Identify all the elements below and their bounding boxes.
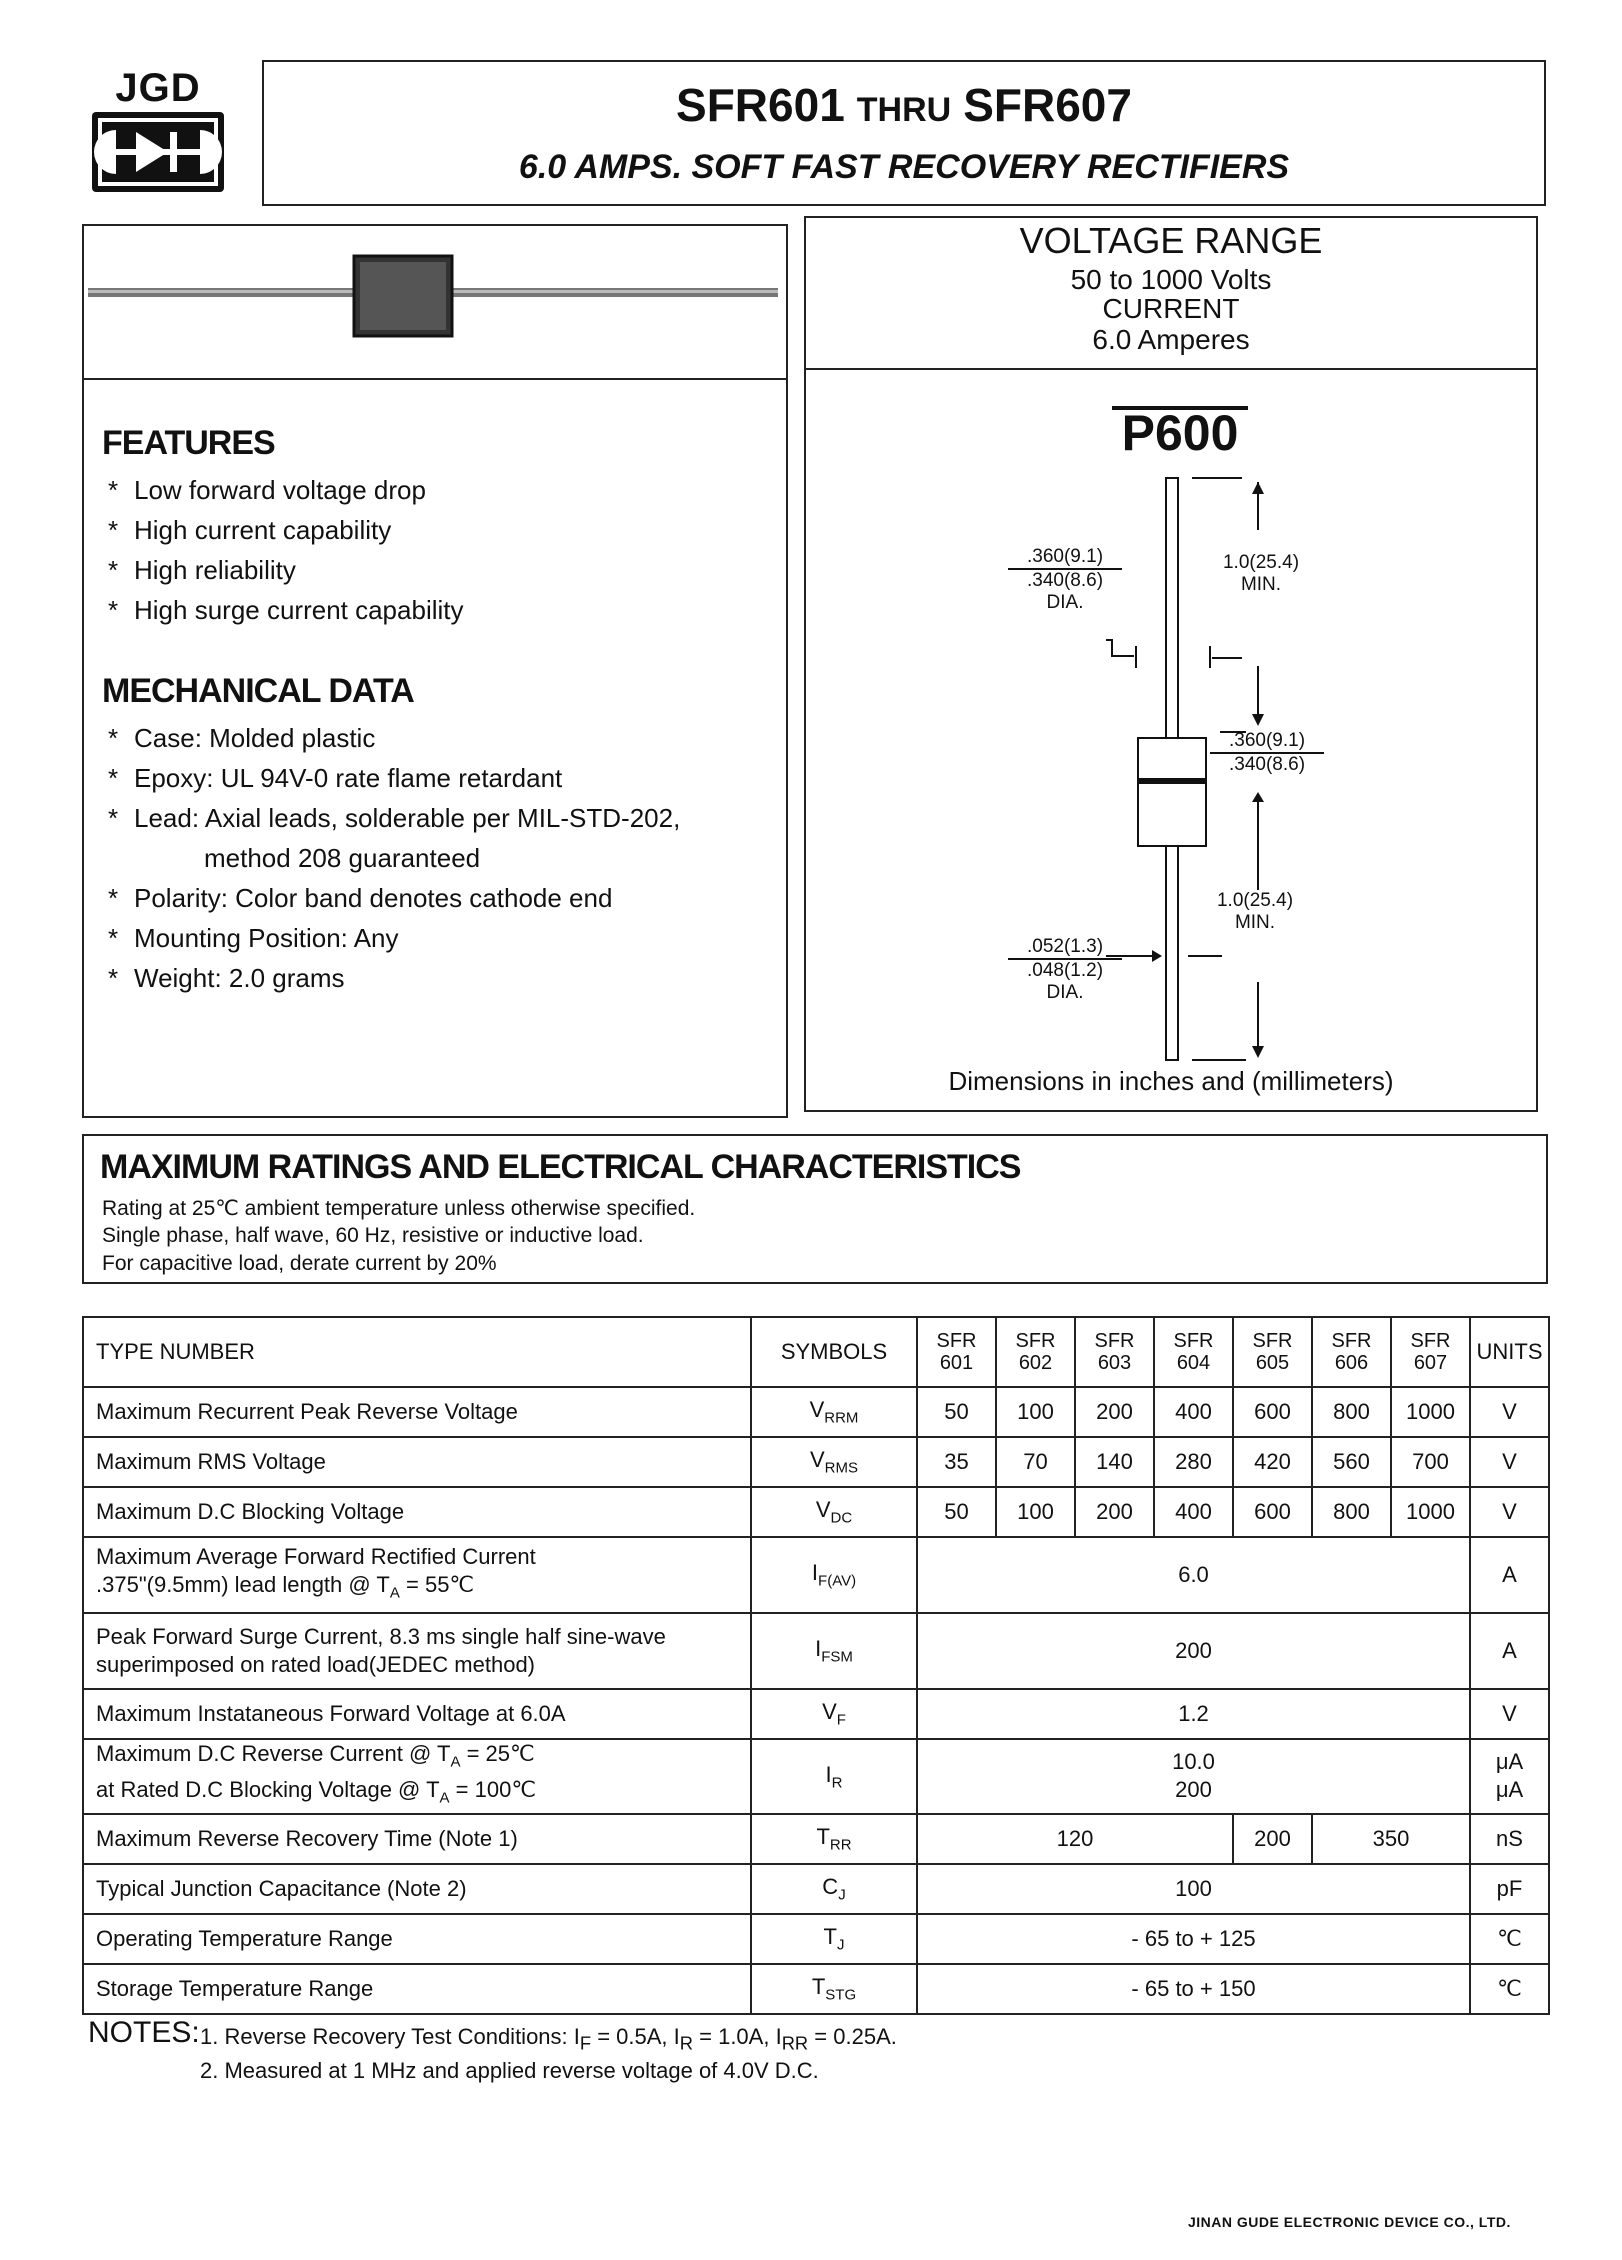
ratings-note: For capacitive load, derate current by 20% — [102, 1252, 497, 1275]
brand-logo-text: JGD — [115, 66, 201, 110]
list-item: * Case: Molded plastic — [108, 723, 376, 753]
symbol-cell: $T_{RR}$ — [751, 1814, 917, 1864]
dim-lead-length-bottom: 1.0(25.4) MIN. — [1216, 890, 1294, 933]
table-row: Operating Temperature Range $T_J$ - 65 to + 125 ℃ — [83, 1914, 1549, 1964]
symbol-cell: $I_R$ — [751, 1739, 917, 1814]
dim-lead-dia: .052(1.3) .048(1.2) DIA. — [1008, 936, 1122, 1004]
list-item: * Low forward voltage drop — [108, 475, 426, 505]
header-part: SFR 603 — [1075, 1317, 1154, 1387]
header-part: SFR 602 — [996, 1317, 1075, 1387]
features-list — [108, 470, 464, 630]
dim-body-dia: .360(9.1) .340(8.6) DIA. — [1008, 546, 1122, 614]
header-symbols: SYMBOLS — [751, 1317, 917, 1387]
mechanical-list — [108, 718, 680, 998]
dim-body-length: .360(9.1) .340(8.6) — [1210, 730, 1324, 776]
header-part: SFR 605 — [1233, 1317, 1312, 1387]
table-row: Maximum Reverse Recovery Time (Note 1) $T_{RR}$ 120 200 350 nS — [83, 1814, 1549, 1864]
dimensions-note: Dimensions in inches and (millimeters) — [948, 1066, 1394, 1096]
symbol-cell: $V_{RRM}$ — [751, 1387, 917, 1437]
list-item: * High current capability — [108, 515, 392, 545]
page-subtitle: 6.0 AMPS. SOFT FAST RECOVERY RECTIFIERS — [518, 148, 1290, 186]
current-value: 6.0 Amperes — [1092, 324, 1250, 355]
symbol-cell: $V_{RMS}$ — [751, 1437, 917, 1487]
list-item: * High reliability — [108, 555, 296, 585]
table-row: Maximum Recurrent Peak Reverse Voltage $V_{RRM}$ 50 100 200 400 600 800 1000 V — [83, 1387, 1549, 1437]
page-title — [262, 78, 1546, 132]
list-item: * Mounting Position: Any — [108, 923, 399, 953]
title-part-last: SFR607 — [963, 79, 1132, 131]
package-name: P600 — [1121, 405, 1239, 461]
symbol-cell: $I_{FSM}$ — [751, 1613, 917, 1689]
list-item: * Epoxy: UL 94V-0 rate flame retardant — [108, 763, 563, 793]
header-type-number: TYPE NUMBER — [83, 1317, 751, 1387]
features-heading: FEATURES — [102, 424, 275, 462]
mechanical-heading: MECHANICAL DATA — [102, 672, 414, 710]
symbol-cell: $C_J$ — [751, 1864, 917, 1914]
ratings-title: MAXIMUM RATINGS AND ELECTRICAL CHARACTERISTICS — [100, 1148, 1021, 1186]
voltage-range-value: 50 to 1000 Volts — [1070, 264, 1272, 295]
list-item: * Lead: Axial leads, solderable per MIL-STD-202, — [108, 803, 681, 833]
title-part-first: SFR601 — [676, 79, 845, 131]
note-1: 1. Reverse Recovery Test Conditions: $I_F = 0.5A$, $I_R = 1.0A$, $I_{RR} = 0.25A$. — [200, 2024, 897, 2054]
company-name: JINAN GUDE ELECTRONIC DEVICE CO., LTD. — [1188, 2214, 1511, 2230]
table-row: Maximum D.C Blocking Voltage $V_{DC}$ 50 100 200 400 600 800 1000 V — [83, 1487, 1549, 1537]
list-item: * Polarity: Color band denotes cathode end — [108, 883, 613, 913]
table-row: Storage Temperature Range $T_{STG}$ - 65 to + 150 ℃ — [83, 1964, 1549, 2014]
voltage-range-title: VOLTAGE RANGE — [1019, 220, 1323, 261]
header-part: SFR 607 — [1391, 1317, 1470, 1387]
symbol-cell: $T_{STG}$ — [751, 1964, 917, 2014]
table-row: Typical Junction Capacitance (Note 2) $C_J$ 100 pF — [83, 1864, 1549, 1914]
table-row: Maximum Instataneous Forward Voltage at 6.0A $V_F$ 1.2 V — [83, 1689, 1549, 1739]
header-part: SFR 606 — [1312, 1317, 1391, 1387]
note-2: 2. Measured at 1 MHz and applied reverse voltage of 4.0V D.C. — [200, 2058, 819, 2083]
table-row: Peak Forward Surge Current, 8.3 ms single half sine-wave superimposed on rated load(JEDEC method) $I_{FSM}$ 200 A — [83, 1613, 1549, 1689]
header-units: UNITS — [1470, 1317, 1549, 1387]
list-item: * High surge current capability — [108, 595, 464, 625]
table-row: Maximum Average Forward Rectified Current .375"(9.5mm) lead length @ $T_A$ = 55℃ $I_{F(AV)}$ 6.0 A — [83, 1537, 1549, 1613]
ratings-note: Rating at 25℃ ambient temperature unless otherwise specified. — [102, 1197, 696, 1220]
symbol-cell: $V_F$ — [751, 1689, 917, 1739]
list-item: method 208 guaranteed — [204, 843, 481, 873]
diode-photo-icon — [84, 226, 786, 378]
spec-table — [82, 1316, 1550, 2015]
notes-label: NOTES: — [88, 2016, 200, 2049]
header-part: SFR 604 — [1154, 1317, 1233, 1387]
symbol-cell: $T_J$ — [751, 1914, 917, 1964]
dim-lead-length-top: 1.0(25.4) MIN. — [1222, 552, 1300, 595]
package-outline-drawing — [806, 370, 1536, 1110]
current-label: CURRENT — [1102, 293, 1240, 324]
table-row: Maximum D.C Reverse Current @ $T_A$ = 25℃ at Rated D.C Blocking Voltage @ $T_A$ = 100℃ $I_R$ 10.0 200 μA μA — [83, 1739, 1549, 1814]
ratings-note: Single phase, half wave, 60 Hz, resistive or inductive load. — [102, 1224, 644, 1247]
title-thru: THRU — [856, 91, 952, 129]
symbol-cell: $V_{DC}$ — [751, 1487, 917, 1537]
list-item: * Weight: 2.0 grams — [108, 963, 345, 993]
table-header-row — [83, 1317, 1549, 1387]
header-part: SFR 601 — [917, 1317, 996, 1387]
table-row: Maximum RMS Voltage $V_{RMS}$ 35 70 140 280 420 560 700 V — [83, 1437, 1549, 1487]
symbol-cell: $I_{F(AV)}$ — [751, 1537, 917, 1613]
brand-logo-icon — [88, 70, 228, 194]
